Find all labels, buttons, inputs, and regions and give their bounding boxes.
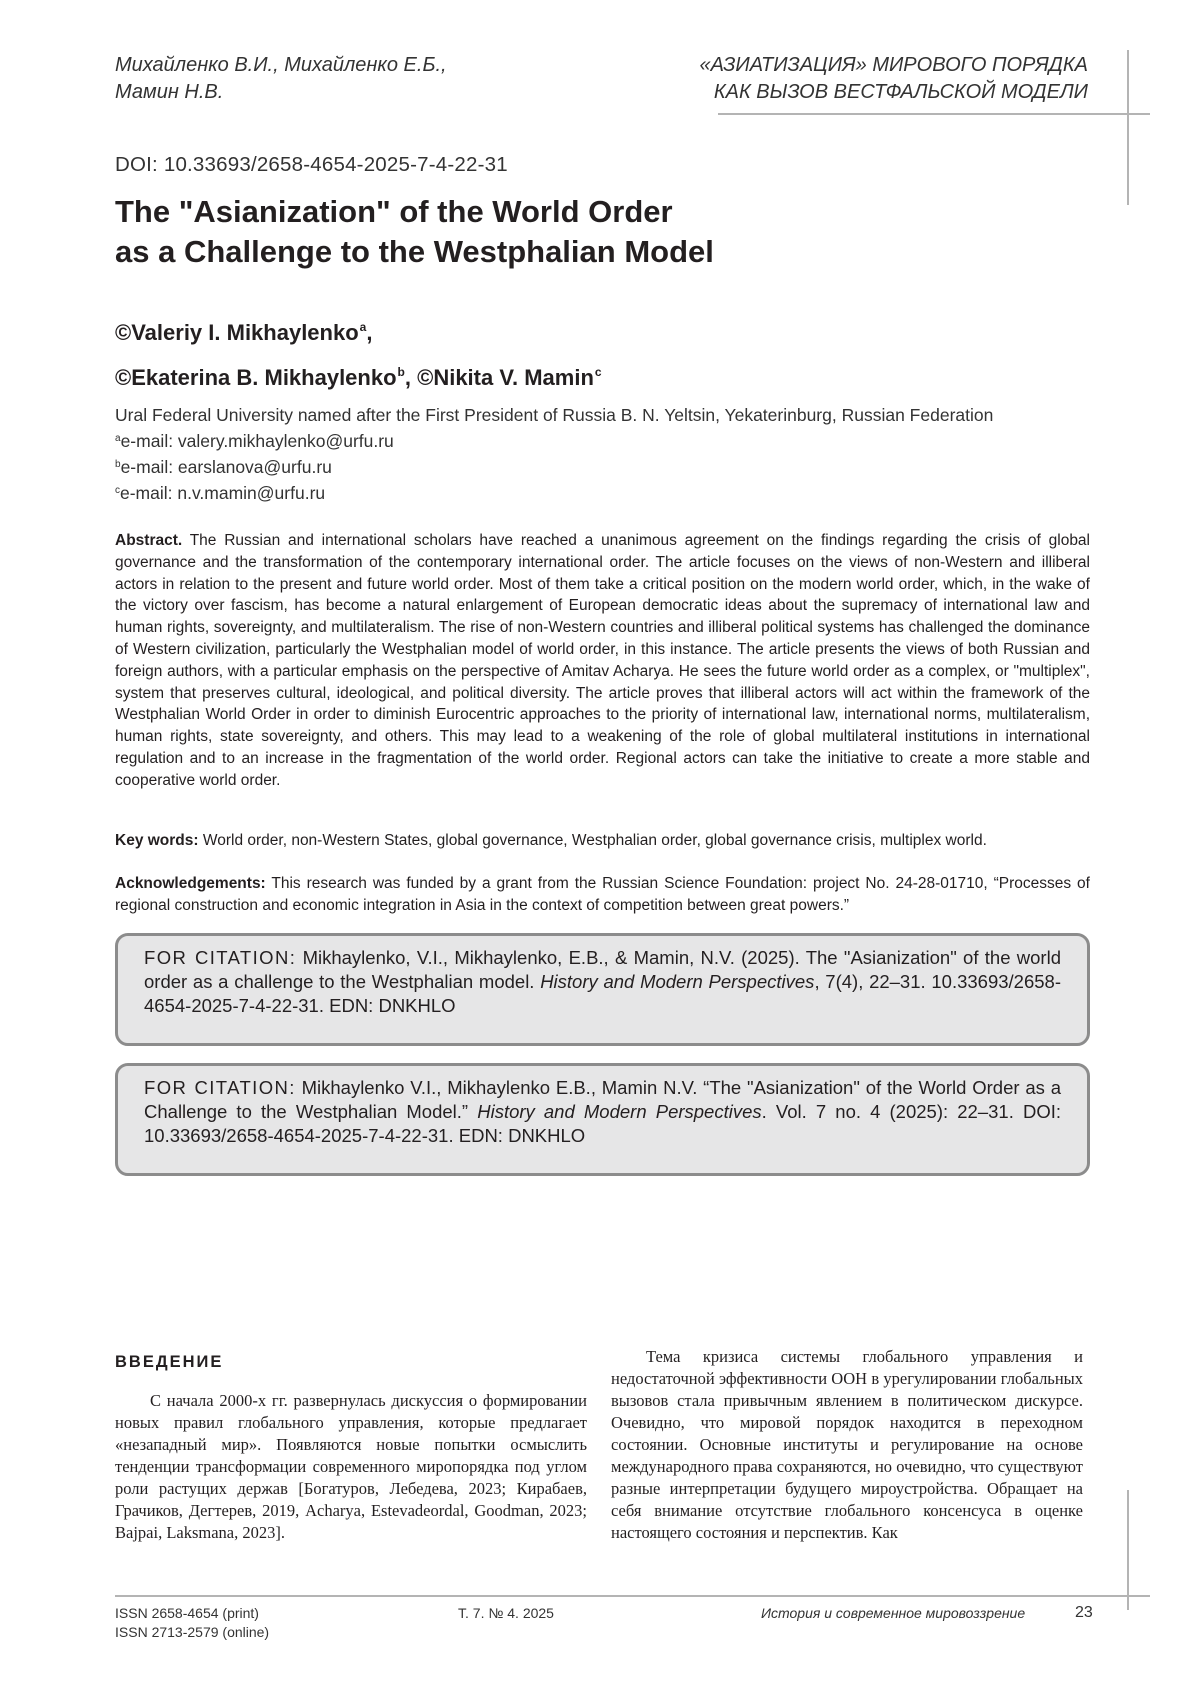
keywords: [115, 830, 1090, 852]
author-3: ©Nikita V. Mamin: [417, 365, 594, 390]
header-title-line1: «АЗИАТИЗАЦИЯ» МИРОВОГО ПОРЯДКА: [699, 54, 1088, 76]
author-2-sup: b: [397, 365, 405, 379]
abstract-text: The Russian and international scholars have reached a unanimous agreement on the findings regarding the crisis of global governance and the transformation of the contemporary international order. The article focuses on the views of non-Western and illiberal actors in relation to the present and future world order. Most of them take a critical position on the modern world order, which, in the wake of the victory over fascism, has become a natural enlargement of European democratic ideas about the supremacy of international law and human rights, sovereignty, and multilateralism. The rise of non-Western countries and illiberal political systems has challenged the dominance of Western civilization, particularly the Westphalian model of world order, in this instance. The article presents the views of both Russian and foreign authors, with a particular emphasis on the perspective of Amitav Acharya. He sees the future world order as a complex, or "multiplex", system that preserves cultural, ideological, and political diversity. The article proves that illiberal actors will act within the framework of the Westphalian World Order in order to diminish Eurocentric approaches to the priority of international law, international norms, multilateralism, human rights, state sovereignty, and others. This may lead to a weakening of the role of global multilateral institutions in international regulation and to an increase in the fragmentation of the world order. Regional actors can take the initiative to create a more stable and cooperative world order.: [115, 532, 1090, 789]
footer-journal: История и современное мировоззрение: [761, 1605, 1026, 1621]
citation-2-tail: . Vol. 7 no. 4 (2025): 22–31. DOI: 10.33693/2658-4654-2025-7-4-22-31. EDN: DNKHLO: [144, 1101, 1061, 1146]
citation-2-journal: History and Modern Perspectives: [477, 1101, 762, 1122]
author-2: ©Ekaterina B. Mikhaylenko: [115, 365, 397, 390]
author-3-sup: c: [594, 365, 602, 379]
footer-issn: [115, 1604, 269, 1642]
email-a: $^a$e-mail: valery.mikhaylenko@urfu.ru: [115, 431, 394, 451]
header-authors-line1: Михайленко В.И., Михайленко Е.Б.,: [115, 54, 447, 76]
citation-1-tail: , 7(4), 22–31. 10.33693/2658-4654-2025-7-4-22-31. EDN: DNKHLO: [144, 971, 1061, 1016]
intro-right-column: [611, 1346, 1083, 1544]
citation-2-text: Mikhaylenko V.I., Mikhaylenko E.B., Mamin N.V. “The "Asianization" of the World Order as a Challenge to the Westphalian Model.”: [144, 1077, 1061, 1122]
citation-1-journal: History and Modern Perspectives: [540, 971, 815, 992]
title-line1: The "Asianization" of the World Order: [115, 194, 673, 229]
running-header-title: [700, 52, 1088, 106]
author-1: ©Valeriy I. Mikhaylenko: [115, 320, 359, 345]
intro-left-column: [115, 1390, 587, 1544]
keywords-label: Key words:: [115, 832, 199, 849]
intro-left-paragraph: С начала 2000-х гг. развернулась дискуссия о формировании новых правил глобального управления, которые предлагает «незападный мир». Появляются новые попытки осмыслить тенденции трансформации современного миропорядка под углом роли растущих держав [Богатуров, Лебедева, 2023; Кирабаев, Грачиков, Дегтерев, 2019, Acharya, Estevadeordal, Goodman, 2023; Bajpai, Laksmana, 2023].: [115, 1391, 587, 1542]
acknowledgements: [115, 873, 1090, 917]
footer-rule: [115, 1595, 1150, 1597]
acknowledgements-label: Acknowledgements:: [115, 875, 266, 892]
right-margin-rule: [1127, 1490, 1129, 1610]
citation-1-text: Mikhaylenko, V.I., Mikhaylenko, E.B., & Mamin, N.V. (2025). The "Asianization" of the world order as a challenge to the Westphalian model.: [144, 947, 1061, 992]
section-heading-intro: ВВЕДЕНИЕ: [115, 1353, 224, 1371]
header-rule-horizontal: [718, 113, 1150, 115]
email-c: $^c$e-mail: n.v.mamin@urfu.ru: [115, 483, 326, 503]
doi: DOI: 10.33693/2658-4654-2025-7-4-22-31: [115, 153, 508, 176]
issn-print: ISSN 2658-4654 (print): [115, 1605, 259, 1621]
intro-right-paragraph: Тема кризиса системы глобального управления и недостаточной эффективности ООН в урегулировании глобальных вызовов стала привычным явлением в политическом дискурсе. Очевидно, что мировой порядок находится в переходном состоянии. Основные институты и регулирование на основе международного права сохраняются, но очевидно, что существуют разные интерпретации будущего мироустройства. Обращает на себя внимание отсутствие глобального консенсуса в оценке настоящего состояния и перспектив. Как: [611, 1347, 1083, 1542]
citation-box-1: [115, 933, 1090, 1046]
abstract-label: Abstract.: [115, 532, 183, 549]
email-b: $^b$e-mail: earslanova@urfu.ru: [115, 457, 332, 477]
header-authors-line2: Мамин Н.В.: [115, 81, 224, 103]
header-rule-vertical: [1127, 50, 1129, 205]
title-line2: as a Challenge to the Westphalian Model: [115, 234, 714, 269]
page-number: 23: [1075, 1604, 1093, 1621]
affiliation-block: [115, 403, 993, 505]
running-header-authors: [115, 52, 447, 106]
header-title-line2: КАК ВЫЗОВ ВЕСТФАЛЬСКОЙ МОДЕЛИ: [713, 81, 1088, 103]
issn-online: ISSN 2713-2579 (online): [115, 1624, 270, 1640]
citation-1-label: FOR CITATION:: [144, 947, 297, 968]
abstract: [115, 530, 1090, 792]
citation-box-2: [115, 1063, 1090, 1176]
author-1-sup: a: [359, 320, 367, 334]
footer-issue: Т. 7. № 4. 2025: [458, 1605, 554, 1621]
article-title: [115, 192, 1015, 272]
author-line2: ©Ekaterina B. Mikhaylenko$^b$, ©Nikita V. Mamin$^c$: [115, 365, 602, 390]
keywords-text: World order, non-Western States, global governance, Westphalian order, global governance crisis, multiplex world.: [202, 832, 987, 849]
author-line1: ©Valeriy I. Mikhaylenko$^a$,: [115, 320, 373, 345]
citation-2-label: FOR CITATION:: [144, 1077, 296, 1098]
acknowledgements-text: This research was funded by a grant from the Russian Science Foundation: project No. 24-28-01710, “Processes of regional construction and economic integration in Asia in the context of competition between great powers.”: [115, 875, 1090, 914]
affiliation: Ural Federal University named after the First President of Russia B. N. Yeltsin, Yekaterinburg, Russian Federation: [115, 405, 994, 425]
